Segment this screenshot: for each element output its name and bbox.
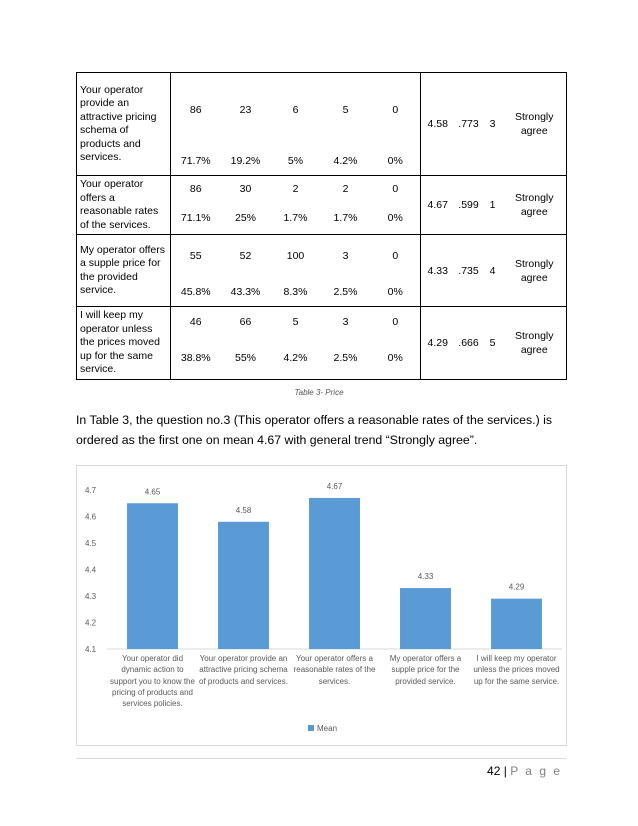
count-cell: 23 (221, 73, 271, 147)
rank-cell: 4 (483, 235, 503, 307)
count-cell: 55 (171, 235, 221, 278)
y-tick-label: 4.6 (85, 512, 97, 522)
count-cell: 2 (321, 176, 371, 203)
percent-cell: 71.1% (171, 202, 221, 234)
sd-cell: .599 (455, 176, 483, 235)
count-cell: 0 (371, 307, 421, 337)
category-label-box (290, 653, 379, 715)
y-tick-label: 4.7 (85, 486, 97, 495)
count-cell: 86 (171, 176, 221, 203)
level-cell: Strongly agree (503, 73, 567, 176)
price-table-body (77, 73, 567, 380)
percent-cell: 55% (221, 337, 271, 379)
sd-cell: .773 (455, 73, 483, 176)
percent-cell: 19.2% (221, 147, 271, 176)
data-label: 4.58 (235, 505, 252, 515)
category-label: Your operator did dynamic action to support you to know the pricing of products and services policies. (110, 654, 195, 709)
y-tick-label: 4.2 (85, 618, 97, 628)
y-tick-label: 4.5 (85, 539, 97, 548)
level-cell: Strongly agree (503, 235, 567, 307)
question-cell: My operator offers a supple price for the provided service. (77, 235, 171, 307)
count-cell: 46 (171, 307, 221, 337)
data-label: 4.65 (144, 487, 161, 497)
percent-cell: 5% (271, 147, 321, 176)
category-label-box (108, 653, 197, 715)
category-label: My operator offers a supple price for the provided service. (389, 654, 462, 686)
percent-cell: 0% (371, 147, 421, 176)
rank-cell: 5 (483, 307, 503, 380)
legend-label: Mean (317, 724, 338, 733)
mean-cell: 4.58 (421, 73, 455, 176)
count-cell: 6 (271, 73, 321, 147)
count-cell: 100 (271, 235, 321, 278)
count-cell: 5 (321, 73, 371, 147)
table-caption: Table 3- Price (294, 388, 344, 397)
table-description-paragraph: In Table 3, the question no.3 (This operator offers a reasonable rates of the services.) is ordered as the first one on mean 4.67 with general trend “Strongly agree”. (76, 413, 552, 447)
mean-cell: 4.29 (421, 307, 455, 380)
percent-cell: 25% (221, 202, 271, 234)
count-cell: 30 (221, 176, 271, 203)
price-table (76, 72, 567, 380)
question-cell: Your operator offers a reasonable rates of the services. (77, 176, 171, 235)
bar (127, 503, 178, 649)
percent-cell: 4.2% (321, 147, 371, 176)
percent-cell: 45.8% (171, 278, 221, 307)
percent-cell: 1.7% (321, 202, 371, 234)
sd-cell: .666 (455, 307, 483, 380)
category-label: I will keep my operator unless the prices moved up for the same service. (473, 654, 560, 686)
percent-cell: 38.8% (171, 337, 221, 379)
page-number: 42 (487, 764, 501, 778)
percent-cell: 8.3% (271, 278, 321, 307)
data-label: 4.33 (417, 572, 434, 582)
chart-canvas (77, 466, 566, 745)
mean-cell: 4.67 (421, 176, 455, 235)
bar (491, 599, 542, 649)
bar (400, 588, 451, 649)
level-cell: Strongly agree (503, 176, 567, 235)
category-label: Your operator offers a reasonable rates of the services. (293, 654, 376, 686)
count-cell: 0 (371, 235, 421, 278)
category-label-box (381, 653, 470, 715)
percent-cell: 0% (371, 278, 421, 307)
table-row (77, 176, 567, 203)
y-tick-label: 4.3 (85, 592, 97, 601)
rank-cell: 3 (483, 73, 503, 176)
y-tick-label: 4.1 (85, 645, 97, 654)
percent-cell: 2.5% (321, 337, 371, 379)
page-word: P a g e (510, 764, 562, 778)
count-cell: 5 (271, 307, 321, 337)
count-cell: 3 (321, 307, 371, 337)
count-cell: 0 (371, 176, 421, 203)
mean-cell: 4.33 (421, 235, 455, 307)
y-tick-label: 4.4 (85, 565, 97, 575)
bar (309, 498, 360, 649)
count-cell: 0 (371, 73, 421, 147)
percent-cell: 1.7% (271, 202, 321, 234)
count-cell: 66 (221, 307, 271, 337)
percent-cell: 0% (371, 337, 421, 379)
mean-bar-chart (76, 465, 567, 746)
footer-separator: | (503, 764, 507, 778)
category-label: Your operator provide an attractive pricing schema of products and services. (199, 654, 288, 686)
footer-divider (76, 758, 566, 759)
level-cell: Strongly agree (503, 307, 567, 380)
page-footer (487, 764, 562, 778)
count-cell: 2 (271, 176, 321, 203)
question-cell: Your operator provide an attractive pricing schema of products and services. (77, 73, 171, 176)
rank-cell: 1 (483, 176, 503, 235)
category-label-box (472, 653, 561, 715)
percent-cell: 4.2% (271, 337, 321, 379)
sd-cell: .735 (455, 235, 483, 307)
count-cell: 3 (321, 235, 371, 278)
count-cell: 86 (171, 73, 221, 147)
data-label: 4.29 (508, 582, 525, 592)
table-row (77, 307, 567, 337)
percent-cell: 2.5% (321, 278, 371, 307)
bar (218, 522, 269, 649)
table-row (77, 235, 567, 278)
data-label: 4.67 (326, 481, 343, 491)
legend-swatch (308, 725, 314, 731)
category-label-box (199, 653, 288, 715)
percent-cell: 71.7% (171, 147, 221, 176)
table-row (77, 73, 567, 147)
question-cell: I will keep my operator unless the prices moved up for the same service. (77, 307, 171, 380)
count-cell: 52 (221, 235, 271, 278)
percent-cell: 43.3% (221, 278, 271, 307)
percent-cell: 0% (371, 202, 421, 234)
